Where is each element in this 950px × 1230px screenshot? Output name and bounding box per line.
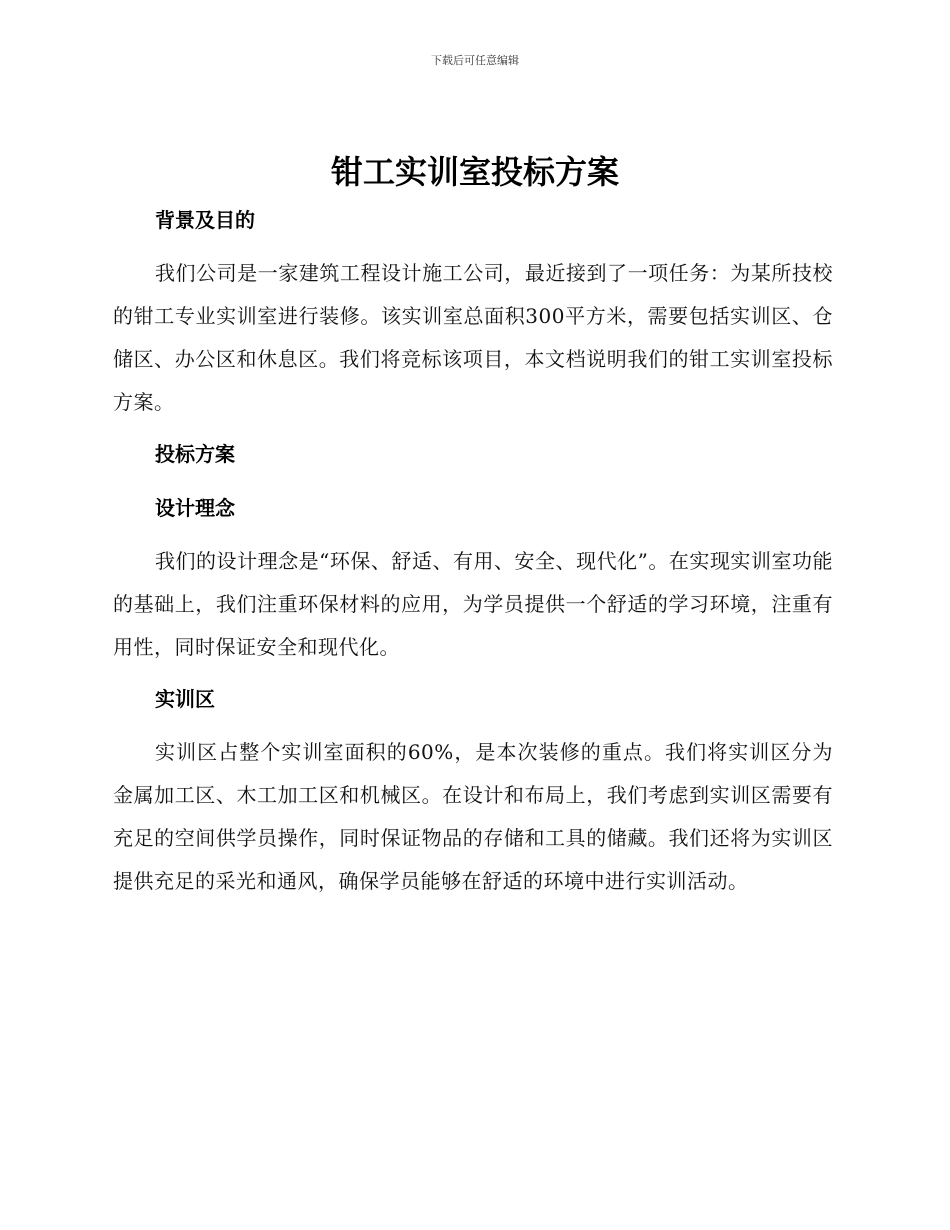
- paragraph-design-concept: 我们的设计理念是“环保、舒适、有用、安全、现代化”。在实现实训室功能的基础上，我们注重环保材料的应用，为学员提供一个舒适的学习环境，注重有用性，同时保证安全和现代化。: [113, 549, 833, 659]
- section-bid-plan: [113, 438, 833, 470]
- section-heading-training-area: 实训区: [155, 687, 215, 711]
- paragraph-training-area: 实训区占整个实训室面积的60%，是本次装修的重点。我们将实训区分为金属加工区、木工加工区和机械区。在设计和布局上，我们考虑到实训区需要有充足的空间供学员操作，同时保证物品的存储和工具的储藏。我们还将为实训区提供充足的采光和通风，确保学员能够在舒适的环境中进行实训活动。: [113, 740, 833, 893]
- section-training-area: [113, 683, 833, 903]
- document-body: [113, 204, 833, 915]
- section-heading-design-concept: 设计理念: [155, 496, 235, 520]
- section-design-concept: [113, 492, 833, 669]
- paragraph-background: 我们公司是一家建筑工程设计施工公司，最近接到了一项任务：为某所技校的钳工专业实训室进行装修。该实训室总面积300平方米，需要包括实训区、仓储区、办公区和休息区。我们将竞标该项目，本文档说明我们的钳工实训室投标方案。: [113, 261, 833, 414]
- section-background: [113, 204, 833, 424]
- section-heading-bid-plan: 投标方案: [155, 442, 235, 466]
- document-title: 钳工实训室投标方案: [330, 153, 619, 191]
- section-heading-background: 背景及目的: [155, 208, 255, 232]
- page-header-note: 下载后可任意编辑: [431, 54, 519, 67]
